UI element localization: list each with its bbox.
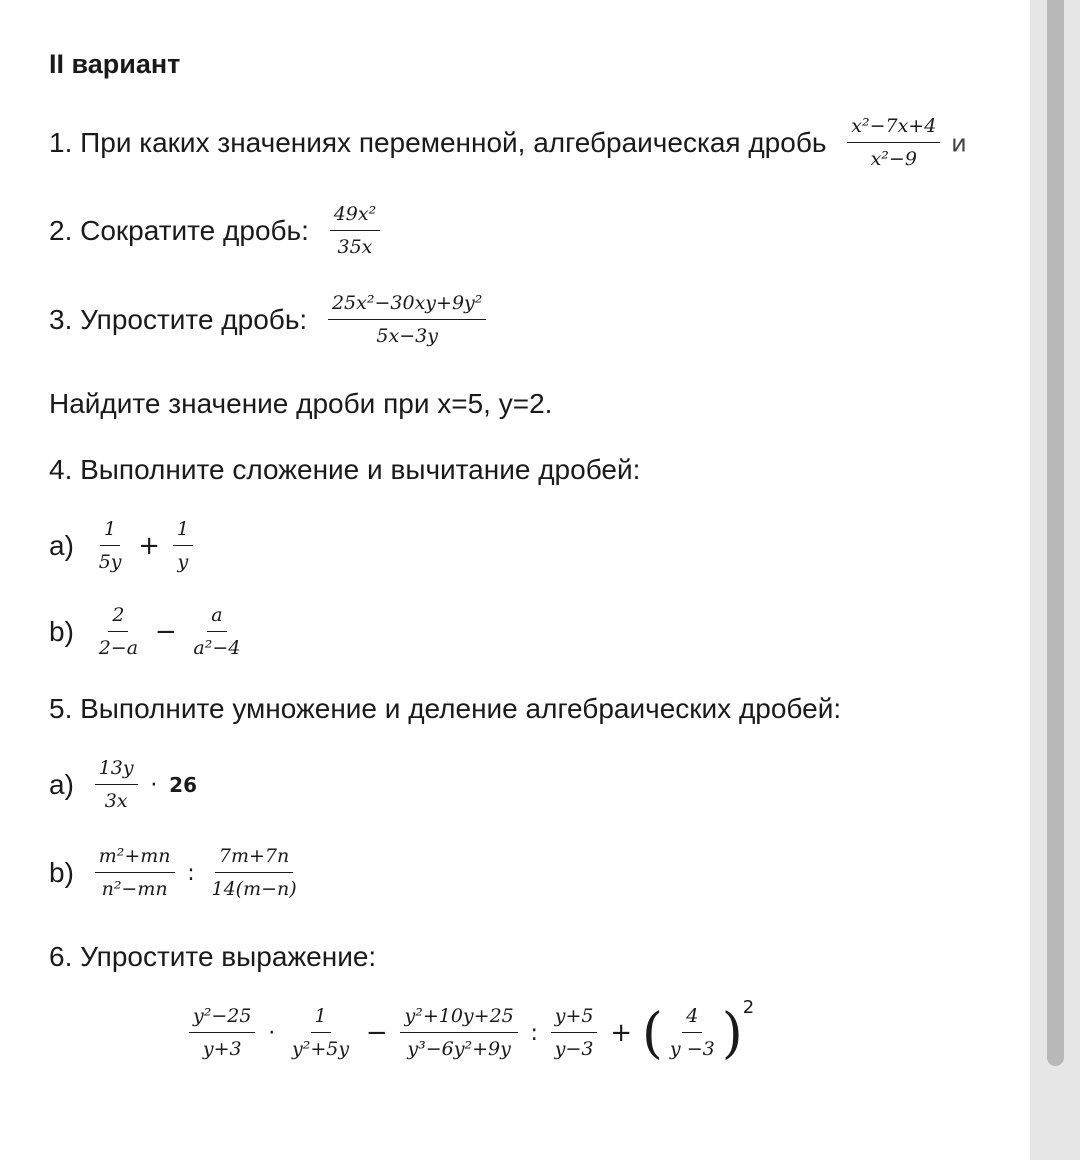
question-6-text: 6. Упростите выражение: bbox=[49, 941, 377, 972]
q2-numerator: 49x² bbox=[330, 203, 381, 231]
q4a-f1-denominator: 5y bbox=[98, 550, 122, 573]
q6-f4-denominator: y−3 bbox=[554, 1037, 594, 1060]
q6-f5-denominator: y −3 bbox=[669, 1037, 715, 1060]
variant-title: II вариант bbox=[49, 49, 181, 79]
q2-denominator: 35x bbox=[337, 235, 373, 258]
q2-fraction bbox=[330, 203, 381, 260]
q4a-f1-numerator: 1 bbox=[100, 518, 120, 546]
q6-f4-numerator: y+5 bbox=[551, 1005, 598, 1033]
q5b-f2-numerator: 7m+7n bbox=[215, 845, 293, 873]
multiply-dot: · bbox=[268, 1020, 276, 1046]
q6-f1-denominator: y+3 bbox=[202, 1037, 242, 1060]
q4a-fraction-1 bbox=[95, 518, 126, 575]
q6-fraction-1 bbox=[189, 1005, 255, 1062]
q4b-fraction-1 bbox=[95, 604, 142, 661]
q4b-row bbox=[49, 604, 247, 661]
question-3-text: 3. Упростите дробь: bbox=[49, 304, 308, 336]
q5a-numerator: 13y bbox=[95, 757, 138, 785]
q5b-fraction-1 bbox=[95, 845, 175, 902]
multiply-dot: · bbox=[150, 772, 158, 798]
scrollbar-thumb[interactable] bbox=[1047, 0, 1064, 1066]
divide-colon: : bbox=[530, 1020, 538, 1046]
question-4-text: 4. Выполните сложение и вычитание дробей: bbox=[49, 454, 641, 485]
q5a-label: a) bbox=[49, 769, 74, 801]
q6-f2-denominator: y²+5y bbox=[292, 1037, 350, 1060]
q5a-fraction bbox=[95, 757, 138, 814]
q4a-label: a) bbox=[49, 530, 74, 562]
q5b-f1-numerator: m²+mn bbox=[95, 845, 175, 873]
question-3-followup: Найдите значение дроби при x=5, y=2. bbox=[49, 388, 553, 419]
q5b-row bbox=[49, 845, 304, 902]
question-1 bbox=[49, 115, 967, 172]
q5b-label: b) bbox=[49, 857, 74, 889]
left-parenthesis: ( bbox=[641, 1001, 663, 1065]
q1-cut-text: и bbox=[951, 129, 967, 158]
q6-f3-numerator: y²+10y+25 bbox=[400, 1005, 517, 1033]
q1-numerator: x²−7x+4 bbox=[847, 115, 940, 143]
q3-fraction bbox=[328, 292, 486, 349]
q6-fraction-2 bbox=[288, 1005, 353, 1062]
q6-f1-numerator: y²−25 bbox=[189, 1005, 255, 1033]
minus-sign: − bbox=[154, 617, 177, 648]
plus-sign: + bbox=[610, 1018, 633, 1049]
q5b-fraction-2 bbox=[207, 845, 300, 902]
q6-f3-denominator: y³−6y²+9y bbox=[407, 1037, 511, 1060]
q5b-f2-denominator: 14(m−n) bbox=[211, 877, 297, 900]
q4a-f2-denominator: y bbox=[177, 550, 189, 573]
q5a-multiplier: 26 bbox=[169, 773, 198, 798]
q6-fraction-5 bbox=[666, 1005, 719, 1062]
q4a-row bbox=[49, 518, 196, 575]
q4a-fraction-2 bbox=[173, 518, 193, 575]
q4b-f2-denominator: a²−4 bbox=[193, 636, 241, 659]
q3-numerator: 25x²−30xy+9y² bbox=[328, 292, 486, 320]
question-1-text: 1. При каких значениях переменной, алгебраическая дробь bbox=[49, 127, 827, 159]
q4b-label: b) bbox=[49, 616, 74, 648]
q6-f2-numerator: 1 bbox=[311, 1005, 331, 1033]
q5a-row bbox=[49, 757, 199, 814]
q5a-denominator: 3x bbox=[104, 789, 128, 812]
q4a-f2-numerator: 1 bbox=[173, 518, 193, 546]
question-2 bbox=[49, 203, 383, 260]
question-3 bbox=[49, 292, 489, 349]
plus-sign: + bbox=[138, 531, 161, 562]
q6-expression bbox=[186, 997, 755, 1065]
q6-fraction-4 bbox=[551, 1005, 598, 1062]
minus-sign: − bbox=[365, 1018, 388, 1049]
q6-fraction-3 bbox=[400, 1005, 517, 1062]
q4b-f1-numerator: 2 bbox=[108, 604, 128, 632]
q1-denominator: x²−9 bbox=[870, 147, 917, 170]
q4b-fraction-2 bbox=[189, 604, 244, 661]
question-5-text: 5. Выполните умножение и деление алгебраических дробей: bbox=[49, 693, 842, 724]
right-parenthesis: ) bbox=[721, 1001, 743, 1065]
power-exponent: 2 bbox=[742, 997, 755, 1018]
q1-fraction bbox=[847, 115, 940, 172]
question-2-text: 2. Сократите дробь: bbox=[49, 215, 309, 247]
q4b-f2-numerator: a bbox=[207, 604, 226, 632]
q6-f5-numerator: 4 bbox=[682, 1005, 702, 1033]
q3-denominator: 5x−3y bbox=[376, 324, 438, 347]
q5b-f1-denominator: n²−mn bbox=[101, 877, 168, 900]
q4b-f1-denominator: 2−a bbox=[98, 636, 139, 659]
divide-colon: : bbox=[187, 860, 195, 886]
